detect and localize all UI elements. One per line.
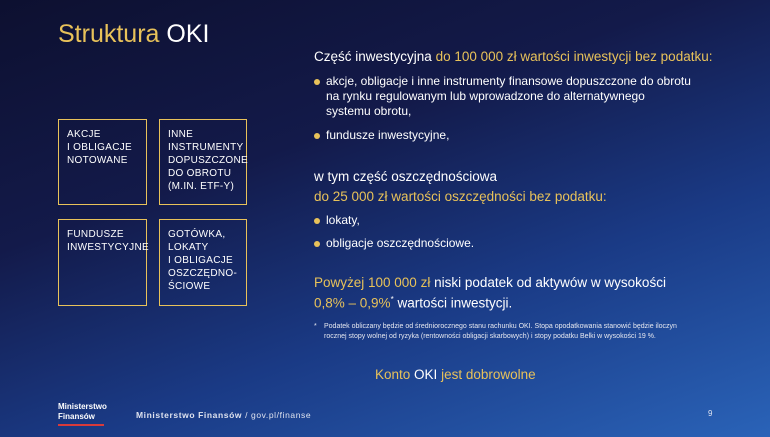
konto-name: OKI <box>414 367 438 382</box>
box-akcje-obligacje: AKCJE I OBLIGACJE NOTOWANE <box>58 119 147 205</box>
konto-prefix: Konto <box>375 367 411 382</box>
box-inne-instrumenty: INNE INSTRUMENTY DOPUSZCZONE DO OBROTU (M.IN. ETF-Y) <box>159 119 247 205</box>
tax-rate-star: * <box>390 295 394 304</box>
tax-description: niski podatek od aktywów w wysokości <box>434 275 666 290</box>
bullet-akcje <box>314 74 691 119</box>
bullet-text: obligacje oszczędnościowe. <box>326 236 475 250</box>
ministry-logo: Ministerstwo Finansów <box>58 402 107 421</box>
konto-oki-note <box>375 367 536 382</box>
investment-heading-white: Część inwestycyjna <box>314 49 432 64</box>
bullet-lokaty <box>314 213 360 228</box>
tax-line-1 <box>314 275 666 290</box>
tax-rate-rest: wartości inwestycji. <box>397 295 513 311</box>
savings-heading-white: w tym część oszczędnościowa <box>314 169 498 184</box>
footnote-star: * <box>314 323 317 330</box>
box-fundusze: FUNDUSZE INWESTYCYJNE <box>58 219 147 306</box>
logo-flag-bar <box>58 424 104 426</box>
bullet-text: fundusze inwestycyjne, <box>326 128 450 142</box>
tax-rate: 0,8% – 0,9% <box>314 295 391 311</box>
footer-url[interactable]: gov.pl/finanse <box>251 410 312 420</box>
slide-title-word1: Struktura <box>58 20 160 48</box>
konto-suffix: jest dobrowolne <box>441 367 536 382</box>
slide-title <box>58 20 209 49</box>
tax-line-2 <box>314 295 512 311</box>
bullet-text: akcje, obligacje i inne instrumenty finansowe dopuszczone do obrotu na rynku regulowanym lub wprowadzone do alternatywnego systemu obrotu, <box>326 74 691 118</box>
slide-title-word2: OKI <box>166 20 210 48</box>
bullet-obligacje <box>314 236 474 251</box>
bullet-dot-icon <box>314 79 320 85</box>
page-number: 9 <box>708 409 713 418</box>
footer-org: Ministerstwo Finansów <box>136 410 243 420</box>
bullet-dot-icon <box>314 133 320 139</box>
bullet-text: lokaty, <box>326 213 360 227</box>
footnote-text: Podatek obliczany będzie od średniorocznego stanu rachunku OKI. Stopa opodatkowania stanowić będzie iloczyn rocznej stopy wolnej od ryzyka (rentowności obligacji skarbowych) i stopy podatku Belki w wysokości 19 %. <box>324 323 677 340</box>
investment-heading <box>314 49 712 64</box>
investment-heading-gold: do 100 000 zł wartości inwestycji bez podatku: <box>435 49 713 64</box>
tax-threshold: Powyżej 100 000 zł <box>314 275 431 290</box>
savings-heading-gold: do 25 000 zł wartości oszczędności bez podatku: <box>314 189 607 204</box>
footer <box>136 410 311 420</box>
bullet-dot-icon <box>314 241 320 247</box>
box-gotowka-lokaty: GOTÓWKA, LOKATY I OBLIGACJE OSZCZĘDNO- ŚCIOWE <box>159 219 247 306</box>
footnote <box>314 322 677 342</box>
bullet-dot-icon <box>314 218 320 224</box>
footer-separator: / <box>245 410 249 420</box>
bullet-fundusze <box>314 128 449 143</box>
